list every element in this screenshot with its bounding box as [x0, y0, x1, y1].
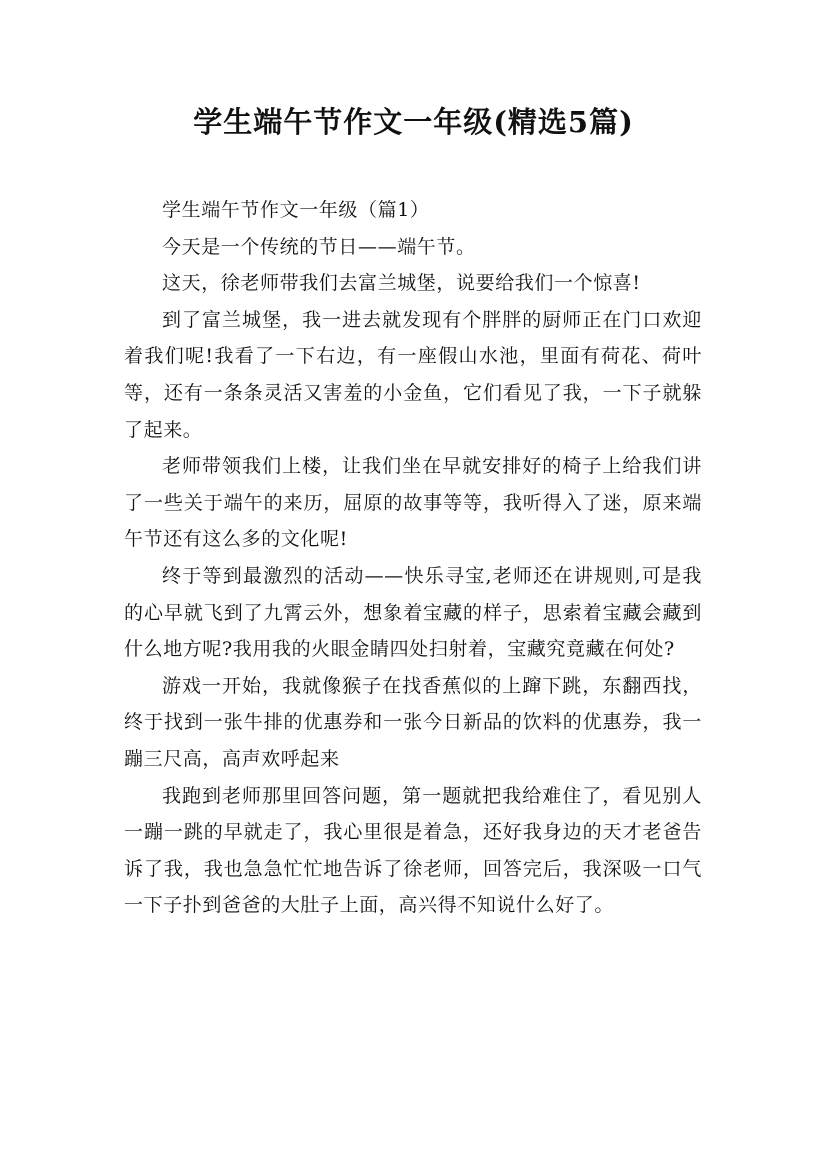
paragraph: 我跑到老师那里回答问题，第一题就把我给难住了，看见别人一蹦一跳的早就走了，我心里很是着急，还好我身边的天才老爸告诉了我，我也急急忙忙地告诉了徐老师，回答完后，我深吸一口气一下子扑到爸爸的大肚子上面，高兴得不知说什么好了。: [124, 784, 702, 917]
paragraph: 游戏一开始，我就像猴子在找香蕉似的上蹿下跳，东翻西找，终于找到一张牛排的优惠券和一张今日新品的饮料的优惠券，我一蹦三尺高，高声欢呼起来: [124, 674, 702, 770]
document-title: 学生端午节作文一年级(精选5篇): [193, 105, 634, 139]
section-heading: 学生端午节作文一年级（篇1）: [162, 199, 430, 221]
paragraph: 终于等到最激烈的活动——快乐寻宝,老师还在讲规则,可是我的心早就飞到了九霄云外，想象着宝藏的样子，思索着宝藏会藏到什么地方呢?我用我的火眼金睛四处扫射着，宝藏究竟藏在何处?: [124, 564, 702, 661]
document-body: [124, 192, 702, 924]
paragraph: 老师带领我们上楼，让我们坐在早就安排好的椅子上给我们讲了一些关于端午的来历，屈原的故事等等，我听得入了迷，原来端午节还有这么多的文化呢!: [124, 455, 702, 551]
paragraph: 今天是一个传统的节日——端午节。: [162, 235, 476, 258]
paragraph: 这天，徐老师带我们去富兰城堡，说要给我们一个惊喜!: [162, 272, 641, 295]
paragraph: 到了富兰城堡，我一进去就发现有个胖胖的厨师正在门口欢迎着我们呢!我看了一下右边，有一座假山水池，里面有荷花、荷叶等，还有一条条灵活又害羞的小金鱼，它们看见了我，一下子就躲了起来。: [124, 308, 702, 441]
